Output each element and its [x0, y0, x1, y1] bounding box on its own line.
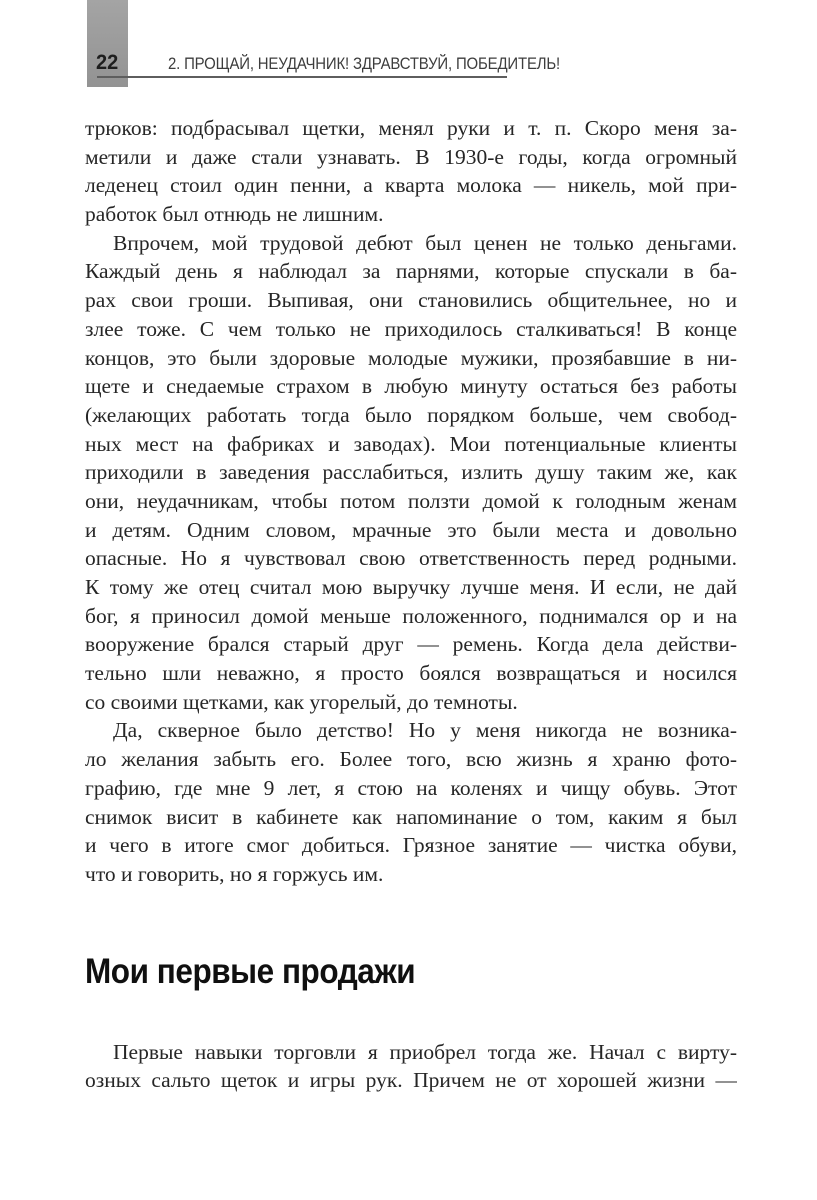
paragraphs-before-heading	[85, 114, 737, 889]
chapter-running-header	[168, 54, 613, 74]
text-line: концов, это были здоровые молодые мужики, прозябавшие в ни-	[85, 345, 737, 370]
section-heading	[85, 953, 737, 991]
text-line: работок был отнюдь не лишним.	[85, 202, 384, 227]
text-line: метили и даже стали узнавать. В 1930-е годы, когда огромный	[85, 144, 737, 169]
page-text-block	[85, 114, 737, 1095]
text-line: и чего в итоге смог добиться. Грязное занятие — чистка обуви,	[85, 833, 737, 858]
text-line: Первые навыки торговли я приобрел тогда же. Начал с вирту-	[113, 1039, 737, 1064]
paragraph	[85, 716, 737, 888]
paragraph	[85, 1038, 737, 1095]
text-line: рах свои гроши. Выпивая, они становились общительнее, но и	[85, 288, 737, 313]
page-number	[96, 51, 119, 75]
text-line: злее тоже. С чем только не приходилось сталкиваться! В конце	[85, 316, 737, 341]
chapter-running-header-text: 2. ПРОЩАЙ, НЕУДАЧНИК! ЗДРАВСТВУЙ, ПОБЕДИТЕЛЬ!	[168, 54, 561, 73]
text-line: леденец стоил один пенни, а кварта молока — никель, мой при-	[85, 173, 737, 198]
section-heading-text: Мои первые продажи	[85, 951, 416, 991]
text-line: вооружение брался старый друг — ремень. Когда дела действи-	[85, 632, 737, 657]
text-line: щете и снедаемые страхом в любую минуту остаться без работы	[85, 374, 737, 399]
header-rule	[97, 76, 507, 78]
page-number-text: 22	[96, 51, 119, 74]
text-line: приходили в заведения расслабиться, излить душу таким же, как	[85, 460, 737, 485]
paragraph	[85, 114, 737, 229]
paragraph	[85, 229, 737, 717]
text-line: опасные. Но я чувствовал свою ответственность перед родными.	[85, 546, 737, 571]
text-line: (желающих работать тогда было порядком больше, чем свобод-	[85, 402, 737, 427]
text-line: со своими щетками, как угорелый, до темноты.	[85, 689, 518, 714]
text-line: Каждый день я наблюдал за парнями, которые спускали в ба-	[85, 259, 737, 284]
text-line: Впрочем, мой трудовой дебют был ценен не только деньгами.	[113, 230, 737, 255]
text-line: Да, скверное было детство! Но у меня никогда не возника-	[113, 718, 737, 743]
text-line: тельно шли неважно, я просто боялся возвращаться и носился	[85, 661, 737, 686]
text-line: озных сальто щеток и игры рук. Причем не от хорошей жизни —	[85, 1068, 737, 1093]
text-line: что и говорить, но я горжусь им.	[85, 861, 384, 886]
text-line: трюков: подбрасывал щетки, менял руки и т. п. Скоро меня за-	[85, 116, 737, 140]
text-line: графию, где мне 9 лет, я стою на коленях и чищу обувь. Этот	[85, 775, 737, 800]
text-line: ных мест на фабриках и заводах). Мои потенциальные клиенты	[85, 431, 737, 456]
text-line: бог, я приносил домой меньше положенного, поднимался ор и на	[85, 603, 737, 628]
text-line: К тому же отец считал мою выручку лучше меня. И если, не дай	[85, 575, 737, 599]
text-line: снимок висит в кабинете как напоминание о том, каким я был	[85, 804, 737, 829]
text-line: и детям. Одним словом, мрачные это были места и довольно	[85, 517, 737, 542]
text-line: ло желания забыть его. Более того, всю жизнь я храню фото-	[85, 747, 737, 772]
text-line: они, неудачникам, чтобы потом ползти домой к голодным женам	[85, 488, 737, 513]
paragraphs-after-heading	[85, 1038, 737, 1095]
